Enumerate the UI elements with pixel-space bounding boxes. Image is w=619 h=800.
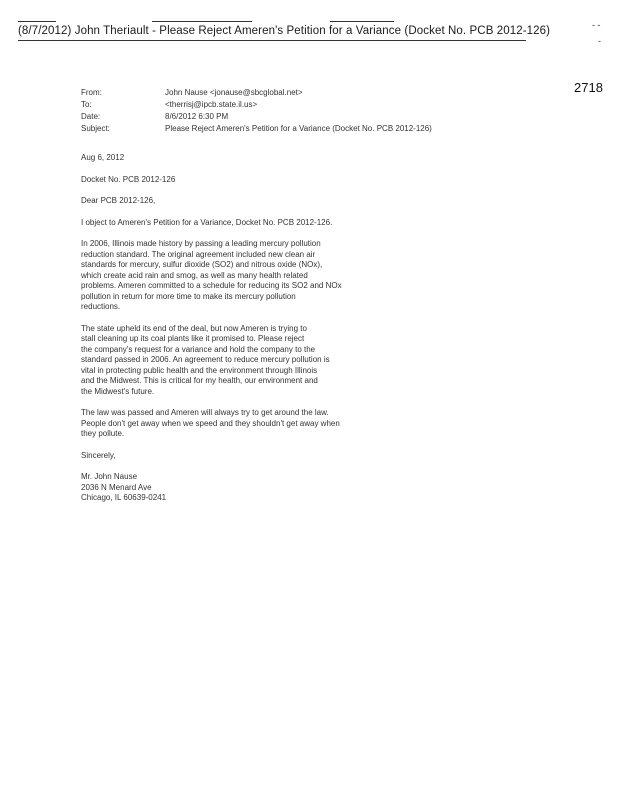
subject-value: Please Reject Ameren's Petition for a Variance (Docket No. PCB 2012-126): [165, 124, 432, 133]
paragraph-line: People don't get away when we speed and they shouldn't get away when: [81, 418, 340, 428]
date-value: 8/6/2012 6:30 PM: [165, 112, 229, 121]
body-closing: Sincerely,: [81, 450, 116, 460]
corner-mark-top-right: - -: [592, 20, 601, 30]
body-date: Aug 6, 2012: [81, 153, 125, 162]
paragraph-line: they pollute.: [81, 429, 125, 438]
from-label: From:: [81, 88, 102, 97]
title-underline: [18, 40, 526, 41]
to-label: To:: [81, 100, 92, 109]
paragraph-line: the Midwest's future.: [81, 386, 155, 396]
signature-city: Chicago, IL 60639-0241: [81, 493, 167, 502]
header-to-row: [81, 99, 432, 111]
header-from-row: [81, 87, 432, 99]
title-overline-right: [330, 21, 394, 22]
paragraph-line: stall cleaning up its coal plants like it promised to. Please reject: [81, 334, 305, 343]
from-value: John Nause <jonause@sbcglobal.net>: [165, 88, 303, 97]
header-subject-row: [81, 123, 432, 135]
title-overline-left: [18, 21, 56, 22]
paragraph-line: standard passed in 2006. An agreement to reduce mercury pollution is: [81, 355, 330, 364]
page-number: 2718: [574, 80, 603, 95]
paragraph-line: vital in protecting public health and the environment through Illinois: [81, 365, 318, 375]
subject-label: Subject:: [81, 124, 110, 133]
paragraph-line: pollution in return for more time to make its mercury pollution: [81, 291, 296, 301]
body-intro: I object to Ameren's Petition for a Variance, Docket No. PCB 2012-126.: [81, 217, 333, 227]
corner-mark-right: -: [598, 36, 601, 46]
title-overline-mid: [152, 21, 252, 22]
paragraph-line: In 2006, Illinois made history by passing a leading mercury pollution: [81, 239, 321, 248]
body-paragraph-1: [81, 239, 381, 313]
paragraph-line: which create acid rain and smog, as well as many health related: [81, 270, 308, 280]
date-label: Date:: [81, 112, 101, 121]
email-header: [81, 87, 432, 135]
header-date-row: [81, 111, 432, 123]
paragraph-line: The law was passed and Ameren will always try to get around the law.: [81, 408, 329, 417]
body-docket: Docket No. PCB 2012-126: [81, 174, 176, 184]
email-body: [81, 153, 381, 515]
paragraph-line: problems. Ameren committed to a schedule for reducing its SO2 and NOx: [81, 281, 342, 290]
to-value: <therrisj@ipcb.state.il.us>: [165, 100, 258, 109]
paragraph-line: The state upheld its end of the deal, but now Ameren is trying to: [81, 323, 307, 333]
signature-name: Mr. John Nause: [81, 472, 138, 481]
paragraph-line: standards for mercury, sulfur dioxide (SO2) and nitrous oxide (NOx),: [81, 260, 323, 269]
paragraph-line: and the Midwest. This is critical for my health, our environment and: [81, 376, 318, 385]
paragraph-line: reduction standard. The original agreement included new clean air: [81, 249, 316, 259]
body-paragraph-2: [81, 324, 381, 398]
body-salutation: Dear PCB 2012-126,: [81, 196, 156, 205]
paragraph-line: reductions.: [81, 302, 121, 311]
document-title: (8/7/2012) John Theriault - Please Reject Ameren's Petition for a Variance (Docket No. PCB 2012-126): [18, 25, 551, 37]
body-paragraph-3: [81, 408, 381, 440]
signature-street: 2036 N Menard Ave: [81, 482, 152, 492]
paragraph-line: the company's request for a variance and hold the company to the: [81, 344, 316, 354]
body-signature: [81, 472, 381, 504]
